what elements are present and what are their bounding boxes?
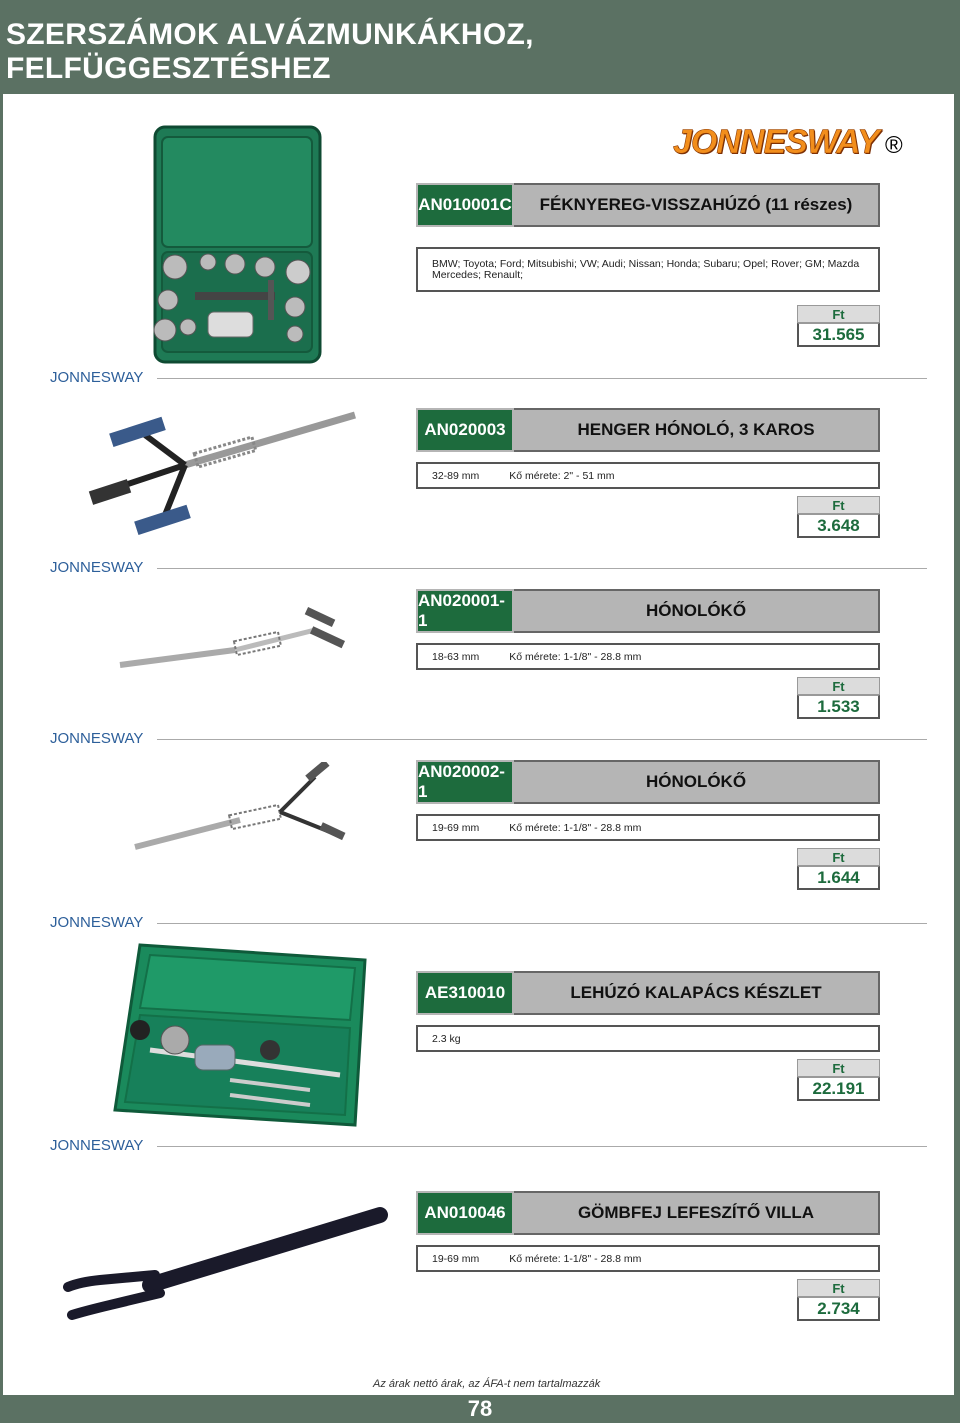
divider-brand-label: JONNESWAY — [50, 914, 144, 931]
price-value: 31.565 — [797, 323, 880, 347]
product-image-cylinder-hone — [85, 405, 365, 540]
product-description: BMW; Toyota; Ford; Mitsubishi; VW; Audi; Nissan; Honda; Subaru; Opel; Rover; GM; Mazda Mercedes; Renault; — [416, 247, 880, 292]
price-block — [797, 496, 880, 538]
section-divider — [50, 1139, 927, 1153]
product-specs — [416, 1245, 880, 1272]
spec-range: 18-63 mm — [432, 650, 480, 663]
page-title: SZERSZÁMOK ALVÁZMUNKÁKHOZ, FELFÜGGESZTÉSHEZ — [6, 18, 534, 85]
divider-brand-label: JONNESWAY — [50, 730, 144, 747]
spec-stone-size: Kő mérete: 1-1/8" - 28.8 mm — [509, 650, 642, 663]
product-code: AE310010 — [416, 971, 514, 1015]
product-code: AN020001-1 — [416, 589, 514, 633]
price-block — [797, 1279, 880, 1321]
price-block — [797, 848, 880, 890]
product-specs — [416, 462, 880, 489]
price-value: 2.734 — [797, 1297, 880, 1321]
price-value: 1.644 — [797, 866, 880, 890]
product-image-honing-stone-2 — [130, 762, 350, 857]
product-code: AN010046 — [416, 1191, 514, 1235]
price-value: 3.648 — [797, 514, 880, 538]
section-divider — [50, 732, 927, 746]
price-value: 22.191 — [797, 1077, 880, 1101]
product-specs — [416, 1025, 880, 1052]
section-divider — [50, 916, 927, 930]
currency-label: Ft — [797, 496, 880, 514]
divider-brand-label: JONNESWAY — [50, 1137, 144, 1154]
price-value: 1.533 — [797, 695, 880, 719]
product-name: HÓNOLÓKŐ — [514, 760, 880, 804]
section-divider — [50, 561, 927, 575]
spec-weight: 2.3 kg — [432, 1032, 461, 1045]
registered-mark: ® — [885, 132, 903, 159]
currency-label: Ft — [797, 848, 880, 866]
product-image-brake-caliper-kit — [150, 122, 325, 367]
price-block — [797, 1059, 880, 1101]
page-number: 78 — [467, 1396, 493, 1421]
brand-logo: JONNESWAY — [673, 123, 879, 161]
price-block — [797, 305, 880, 347]
product-specs — [416, 814, 880, 841]
divider-brand-label: JONNESWAY — [50, 369, 144, 386]
product-code: AN020002-1 — [416, 760, 514, 804]
product-code: AN010001C — [416, 183, 514, 227]
product-name: HÓNOLÓKŐ — [514, 589, 880, 633]
spec-stone-size: Kő mérete: 1-1/8" - 28.8 mm — [509, 821, 642, 834]
section-divider — [50, 371, 927, 385]
product-name: HENGER HÓNOLÓ, 3 KAROS — [514, 408, 880, 452]
product-name: LEHÚZÓ KALAPÁCS KÉSZLET — [514, 971, 880, 1015]
product-image-honing-stone — [115, 605, 350, 675]
spec-range: 19-69 mm — [432, 821, 480, 834]
spec-range: 19-69 mm — [432, 1252, 480, 1265]
currency-label: Ft — [797, 677, 880, 695]
divider-brand-label: JONNESWAY — [50, 559, 144, 576]
currency-label: Ft — [797, 1059, 880, 1077]
spec-range: 32-89 mm — [432, 469, 480, 482]
product-name: FÉKNYEREG-VISSZAHÚZÓ (11 részes) — [514, 183, 880, 227]
currency-label: Ft — [797, 1279, 880, 1297]
price-block — [797, 677, 880, 719]
product-image-slide-hammer-kit — [110, 940, 375, 1135]
spec-stone-size: Kő mérete: 1-1/8" - 28.8 mm — [509, 1252, 642, 1265]
product-name: GÖMBFEJ LEFESZÍTŐ VILLA — [514, 1191, 880, 1235]
product-code: AN020003 — [416, 408, 514, 452]
currency-label: Ft — [797, 305, 880, 323]
spec-stone-size: Kő mérete: 2" - 51 mm — [509, 469, 615, 482]
product-image-ball-joint-separator — [60, 1205, 395, 1320]
product-specs — [416, 643, 880, 670]
footer-note: Az árak nettó árak, az ÁFA-t nem tartalmazzák — [373, 1378, 601, 1390]
page-header — [0, 0, 960, 94]
